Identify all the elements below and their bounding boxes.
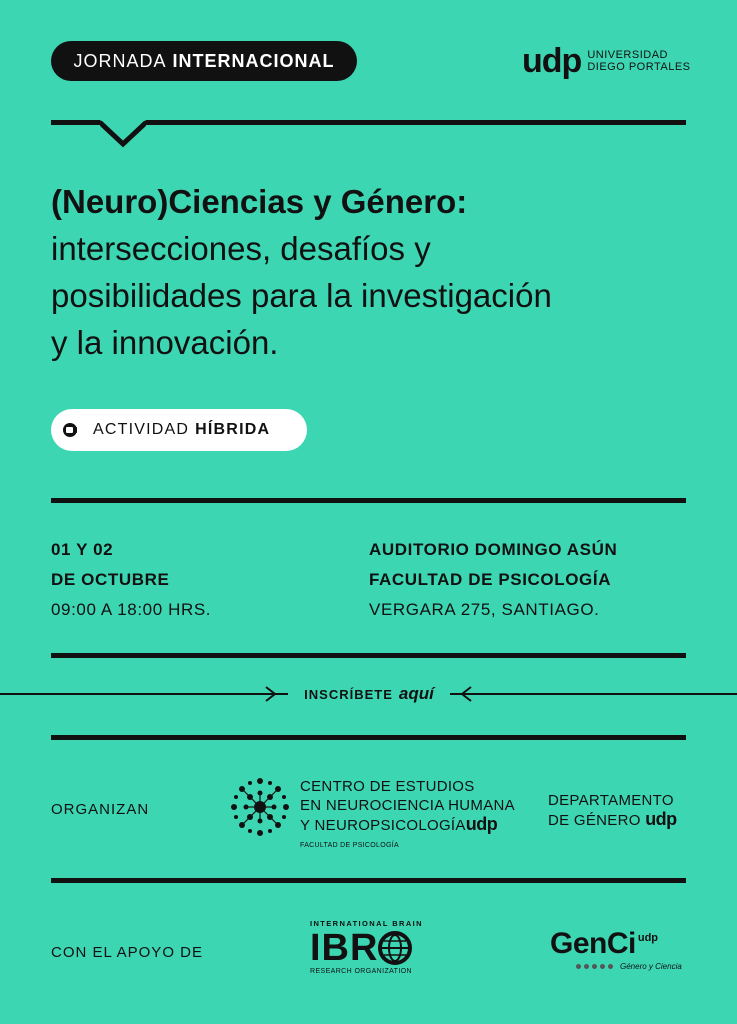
- venue-auditorium: AUDITORIO DOMINGO ASÚN: [369, 540, 618, 559]
- genci-dot-icon: [584, 964, 589, 969]
- event-venue: [369, 535, 617, 625]
- genci-dot-icon: [600, 964, 605, 969]
- dept-udp: udp: [645, 809, 677, 829]
- udp-logo-name: [587, 49, 690, 73]
- centro-line-2: EN NEUROCIENCIA HUMANA: [300, 797, 515, 814]
- neuron-circle-logo-icon: [228, 775, 292, 839]
- genci-udp: udp: [637, 932, 659, 944]
- genci-dot-icon: [608, 964, 613, 969]
- title-line-3: posibilidades para la investigación: [51, 277, 552, 314]
- speech-notch-icon: [100, 120, 146, 148]
- event-date: [51, 535, 211, 625]
- dept-organizer: [548, 791, 677, 830]
- arrow-left-icon: [459, 685, 475, 703]
- top-divider: [51, 120, 686, 125]
- ibro-word: IBR: [310, 927, 379, 969]
- centro-udp: udp: [465, 814, 498, 834]
- udp-logo-line2: DIEGO PORTALES: [587, 61, 691, 73]
- dept-line-2-wrap: [548, 810, 677, 830]
- udp-logo: [522, 44, 691, 78]
- register-link[interactable]: [288, 681, 450, 707]
- centro-organizer: [300, 777, 515, 855]
- register-text: INSCRÍBETE: [304, 686, 393, 702]
- genci-dot-icon: [592, 964, 597, 969]
- arrow-right-icon: [262, 685, 278, 703]
- centro-faculty: FACULTAD DE PSICOLOGÍA: [300, 842, 399, 849]
- title-bold-line: (Neuro)Ciencias y Género:: [51, 183, 468, 220]
- video-camera-icon: [63, 423, 81, 437]
- event-title: [51, 178, 701, 366]
- ibro-logo: [310, 919, 430, 975]
- genci-tagline: [576, 962, 682, 971]
- title-line-4: y la innovación.: [51, 324, 279, 361]
- centro-line-3-wrap: [300, 815, 515, 835]
- date-time: 09:00 A 18:00 HRS.: [51, 600, 212, 619]
- centro-line-3: Y NEUROPSICOLOGÍA: [300, 817, 466, 834]
- activity-bold: HÍBRIDA: [195, 421, 271, 438]
- globe-icon: [378, 931, 412, 965]
- dept-line-1: DEPARTAMENTO: [548, 792, 674, 809]
- genci-dot-icon: [576, 964, 581, 969]
- divider-2: [51, 653, 686, 658]
- ibro-top-text: INTERNATIONAL BRAIN: [310, 919, 423, 928]
- udp-logo-line1: UNIVERSIDAD: [587, 49, 668, 61]
- title-line-2: intersecciones, desafíos y: [51, 230, 431, 267]
- udp-logo-word: udp: [522, 42, 582, 80]
- event-type-bold: INTERNACIONAL: [172, 50, 335, 71]
- centro-line-1: CENTRO DE ESTUDIOS: [300, 778, 475, 795]
- ibro-bottom-text: RESEARCH ORGANIZATION: [310, 968, 413, 975]
- genci-word: GenCi: [550, 927, 636, 960]
- date-days: 01 Y 02: [51, 540, 114, 559]
- venue-address: VERGARA 275, SANTIAGO.: [369, 600, 600, 619]
- divider-4: [51, 878, 686, 883]
- venue-faculty: FACULTAD DE PSICOLOGÍA: [369, 570, 612, 589]
- event-type-pill: [51, 41, 357, 81]
- activity-badge: [51, 409, 307, 451]
- register-emphasis: aquí: [398, 684, 434, 703]
- genci-logo: [550, 928, 682, 971]
- organizers-label: ORGANIZAN: [51, 801, 150, 818]
- divider-1: [51, 498, 686, 503]
- genci-subtitle: Género y Ciencia: [620, 962, 682, 971]
- activity-regular: ACTIVIDAD: [93, 421, 190, 438]
- event-type-regular: JORNADA: [73, 50, 167, 71]
- support-label: CON EL APOYO DE: [51, 944, 203, 961]
- date-month: DE OCTUBRE: [51, 570, 170, 589]
- ibro-mark: [310, 928, 430, 968]
- dept-line-2: DE GÉNERO: [548, 812, 641, 829]
- divider-3: [51, 735, 686, 740]
